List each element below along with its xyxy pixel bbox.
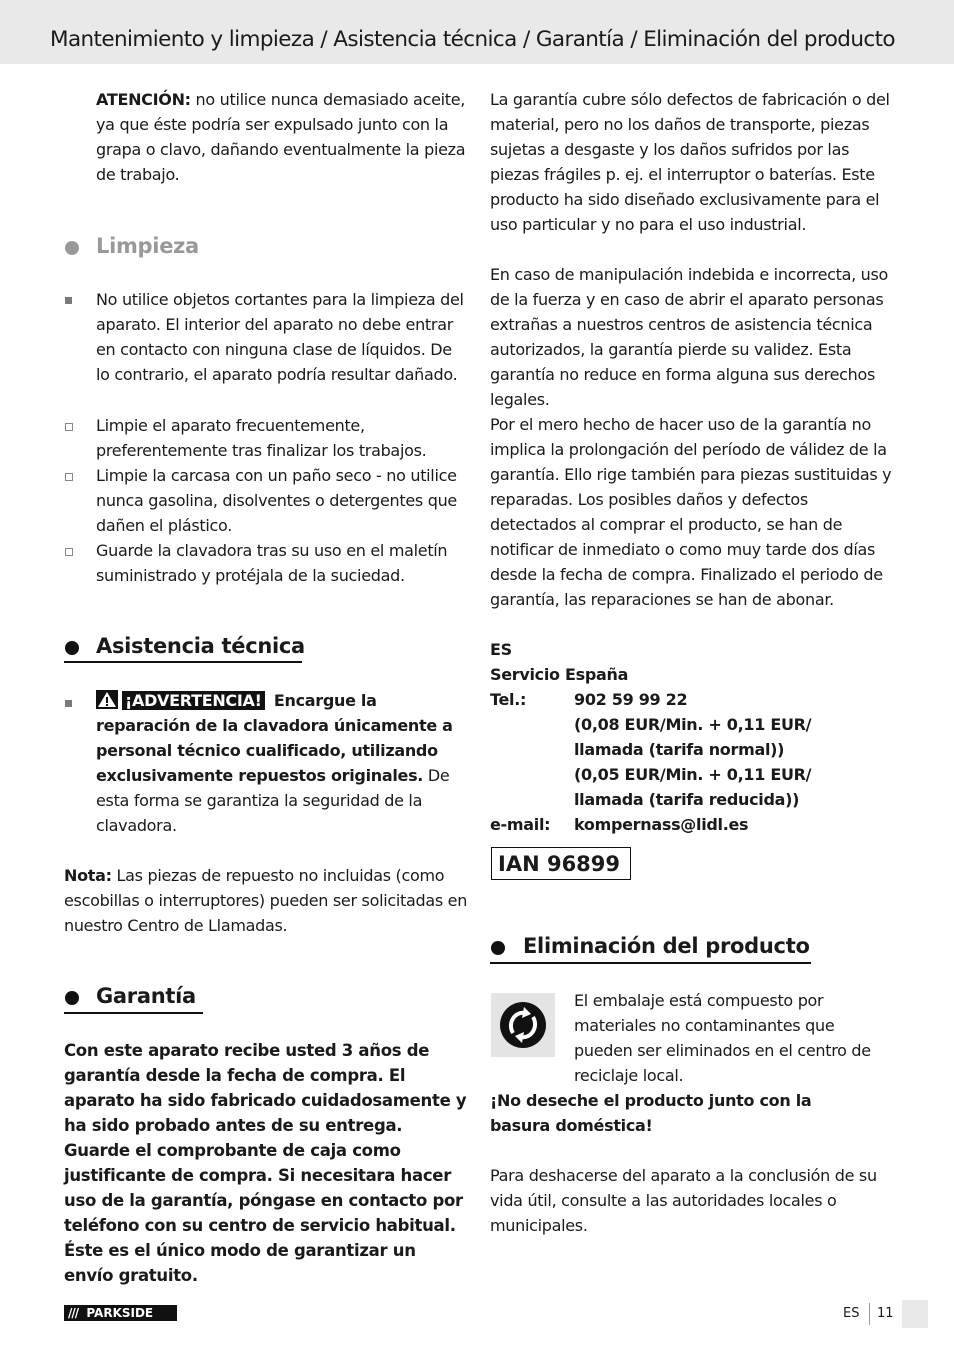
warning-block: [96, 688, 468, 838]
checkbox-bullet-icon: [65, 473, 73, 481]
bullet-square-icon: [65, 700, 72, 707]
rate-line: (0,05 EUR/Min. + 0,11 EUR/: [574, 765, 812, 784]
list-item: Limpie la carcasa con un paño seco - no utilice nunca gasolina, disolventes o detergentes que dañen el plástico.: [96, 466, 457, 535]
bullet-square-icon: [65, 297, 72, 304]
note-block: [64, 863, 468, 938]
guarantee-text: Con este aparato recibe usted 3 años de garantía desde la fecha de compra. El aparato ha sido fabricado cuidadosamente y ha sido probado antes de su entrega. Guarde el comprobante de caja como justificante de compra. Si necesitara hacer uso de la garantía, póngase en contacto por teléfono con su centro de servicio habitual. Éste es el único modo de garantizar un envío gratuito.: [64, 1041, 467, 1285]
tel-label: Tel.:: [490, 690, 527, 709]
warning-label: ¡ADVERTENCIA!: [122, 691, 265, 710]
attention-note: [96, 87, 468, 187]
guarantee-paragraph: Por el mero hecho de hacer uso de la garantía no implica la prolongación del período de válidez de la garantía. Ello rige también para piezas sustituidas y reparadas. Los posibles daños y defectos detectados al comprar el producto, se han de notificar de inmediato o como muy tarde dos días desde la fecha de compra. Finalizado el periodo de garantía, las reparaciones se han de abonar.: [490, 415, 892, 609]
footer-divider: [869, 1303, 870, 1325]
attention-text: no utilice nunca demasiado aceite, ya que éste podría ser expulsado junto con la grapa o clavo, dañando eventualmente la pieza de trabajo.: [96, 90, 466, 184]
bullet-dot-icon: [491, 941, 505, 955]
rate-line: llamada (tarifa reducida)): [574, 790, 800, 809]
section-underline: [64, 1012, 203, 1014]
note-text: Las piezas de repuesto no incluidas (como escobillas o interruptores) pueden ser solicitadas en nuestro Centro de Llamadas.: [64, 866, 468, 935]
list-item: No utilice objetos cortantes para la limpieza del aparato. El interior del aparato no debe entrar en contacto con ninguna clase de líquidos. De lo contrario, el aparato podría resultar dañado.: [96, 290, 464, 384]
service-country: ES: [490, 640, 512, 659]
note-label: Nota:: [64, 866, 112, 885]
page-title: Mantenimiento y limpieza / Asistencia técnica / Garantía / Eliminación del producto: [50, 27, 895, 52]
guarantee-paragraph: En caso de manipulación indebida e incorrecta, uso de la fuerza y en caso de abrir el aparato personas extrañas a nuestros centros de asistencia técnica autorizados, la garantía pierde su validez. Esta garantía no reduce en forma alguna sus derechos legales.: [490, 265, 889, 409]
page-number: 11: [877, 1306, 894, 1321]
ian-number: IAN 96899: [491, 847, 631, 880]
attention-label: ATENCIÓN:: [96, 90, 191, 109]
checkbox-bullet-icon: [65, 423, 73, 431]
section-title-limpieza: Limpieza: [96, 234, 199, 258]
rate-line: (0,08 EUR/Min. + 0,11 EUR/: [574, 715, 812, 734]
page-header: [0, 0, 954, 64]
rate-line: llamada (tarifa normal)): [574, 740, 785, 759]
list-item: Guarde la clavadora tras su uso en el maletín suministrado y protéjala de la suciedad.: [96, 541, 448, 585]
disposal-text: El embalaje está compuesto por materiales no contaminantes que pueden ser eliminados en el centro de reciclaje local.: [574, 991, 871, 1085]
warning-bold-text: Encargue la reparación de la clavadora únicamente a personal técnico cualificado, utilizando exclusivamente repuestos originales.: [96, 691, 453, 785]
parkside-logo: /// PARKSIDE: [64, 1305, 177, 1321]
disposal-warning: ¡No deseche el producto junto con la basura doméstica!: [490, 1091, 812, 1135]
warning-text: De esta forma se garantiza la seguridad de la clavadora.: [96, 766, 450, 835]
section-title-eliminacion: Eliminación del producto: [523, 934, 810, 958]
footer-tab: [902, 1300, 928, 1328]
disposal-final: Para deshacerse del aparato a la conclusión de su vida útil, consulte a las autoridades locales o municipales.: [490, 1166, 877, 1235]
bullet-dot-icon: [65, 641, 79, 655]
service-name: Servicio España: [490, 665, 629, 684]
brand-name: PARKSIDE: [86, 1306, 154, 1320]
section-title-garantia: Garantía: [96, 984, 196, 1008]
recycling-symbol-icon: [491, 993, 555, 1057]
section-title-asistencia: Asistencia técnica: [96, 634, 305, 658]
footer-language: ES: [843, 1306, 860, 1321]
tel-number: 902 59 99 22: [574, 690, 688, 709]
bullet-dot-icon: [65, 241, 79, 255]
checkbox-bullet-icon: [65, 548, 73, 556]
section-underline: [64, 661, 302, 663]
warning-triangle-icon: [96, 690, 118, 709]
section-underline: [490, 962, 811, 964]
guarantee-paragraph: La garantía cubre sólo defectos de fabricación o del material, pero no los daños de transporte, piezas sujetas a desgaste y los daños sufridos por las piezas frágiles p. ej. el interruptor o baterías. Este producto ha sido diseñado exclusivamente para el uso particular y no para el uso industrial.: [490, 90, 890, 234]
email-label: e-mail:: [490, 815, 551, 834]
list-item: Limpie el aparato frecuentemente, preferentemente tras finalizar los trabajos.: [96, 416, 427, 460]
bullet-dot-icon: [65, 991, 79, 1005]
email-address: kompernass@lidl.es: [574, 815, 749, 834]
